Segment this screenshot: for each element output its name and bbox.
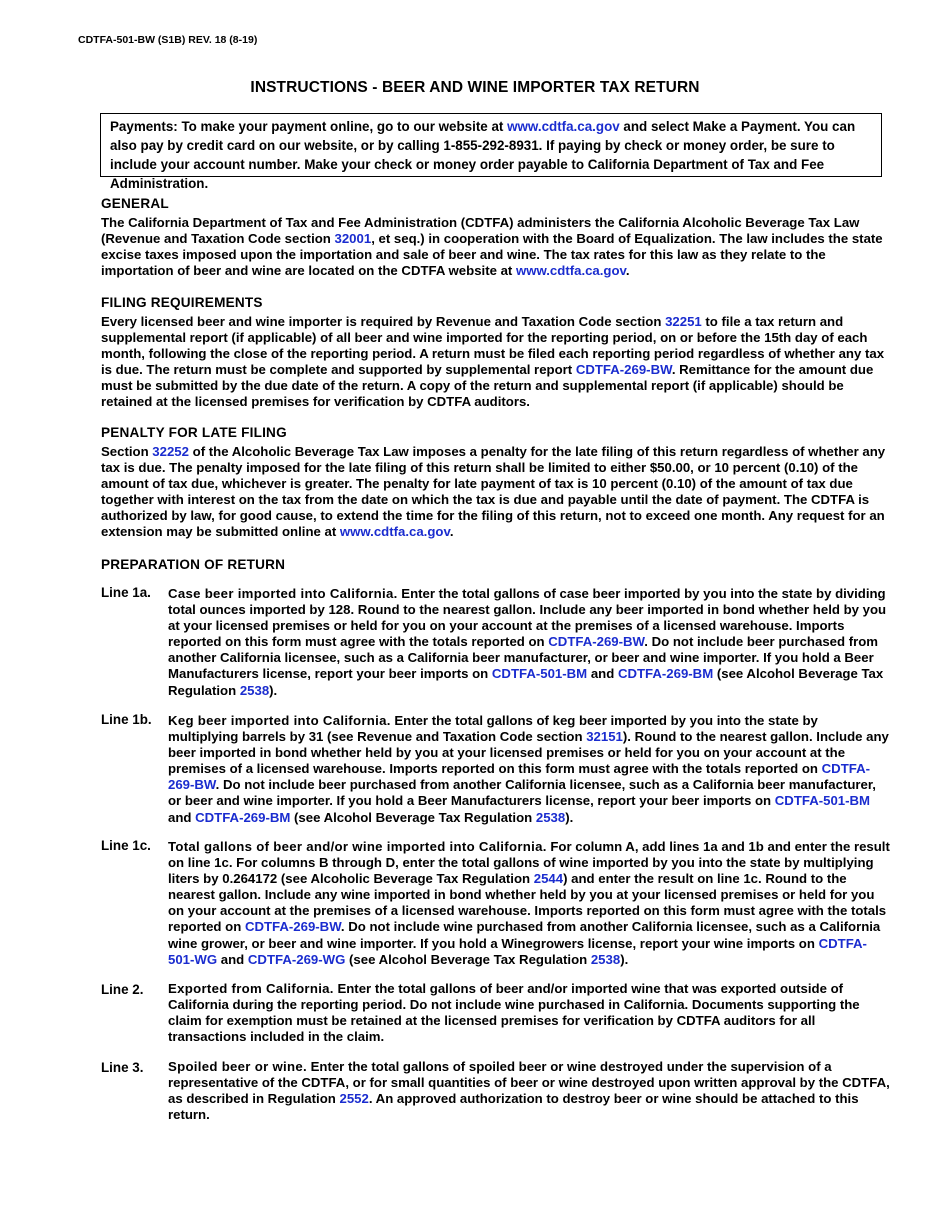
section-32151-link[interactable]: 32151 (586, 729, 623, 745)
form-id: CDTFA-501-BW (S1B) REV. 18 (8-19) (78, 34, 258, 46)
website-link[interactable]: www.cdtfa.ca.gov (339, 524, 450, 540)
line-label: Line 3. (101, 1060, 144, 1075)
preparation-section (101, 557, 896, 576)
cdtfa-501-wg-link[interactable]: CDTFA-501-WG (168, 935, 867, 967)
website-link[interactable]: www.cdtfa.ca.gov (515, 263, 626, 279)
preparation-heading: PREPARATION OF RETURN (101, 557, 286, 572)
line-text: Total gallons of beer and/or wine imported into California. For column A, add lines 1a and 1b and enter the result on line 1c. For columns B through D, enter the total gallons of wine imported by you into the state by multiplying liters by 0.264172 (see Alcoholic Beverage Tax Regulation 2544) and enter the result on line 1c. Round to the nearest gallon. Include any wine imported in bond whether held by you at your licensed premises or held for you on your account at the premises of a licensed warehouse. Imports reported on this form must agree with the totals reported on CDTFA-269-BW. Do not include wine purchased from another California licensee, such as a California wine grower, or beer and wine importer. If you hold a Winegrowers license, report your wine imports on CDTFA-501-WG and CDTFA-269-WG (see Alcohol Beverage Tax Regulation 2538). (168, 839, 890, 967)
line-text: Exported from California. Enter the total gallons of beer and/or imported wine that was exported outside of California during the reporting period. Do not include wine purchased in California. Documents supporting the claim for exemption must be retained at the licensed premises for verification by CDTFA auditors for all transactions included in the claim. (168, 981, 860, 1045)
cdtfa-501-bm-link[interactable]: CDTFA-501-BM (491, 666, 588, 682)
cdtfa-269-bw-link[interactable]: CDTFA-269-BW (575, 362, 672, 378)
penalty-heading: PENALTY FOR LATE FILING (101, 425, 287, 440)
line-text: Case beer imported into California. Enter the total gallons of case beer imported by you into the state by dividing total ounces imported by 128. Round to the nearest gallon. Include any beer imported in bond whether held by you at your licensed premises or held for you on your account at the premises of a licensed warehouse. Imports reported on this form must agree with the totals reported on CDTFA-269-BW. Do not include beer purchased from another California licensee, such as a California beer manufacturer, or beer and wine importer. If you hold a Beer Manufacturers license, report your beer imports on CDTFA-501-BM and CDTFA-269-BM (see Alcohol Beverage Tax Regulation 2538). (168, 586, 887, 698)
line-text: Keg beer imported into California. Enter the total gallons of keg beer imported by you into the state by multiplying barrels by 31 (see Revenue and Taxation Code section 32151). Round to the nearest gallon. Include any beer imported in bond whether held by you at your licensed premises or held for you on your account at the premises of a licensed warehouse. Imports reported on this form must agree with the totals reported on CDTFA-269-BW. Do not include beer purchased from another California licensee, such as a California beer manufacturer, or beer and wine importer. If you hold a Beer Manufacturers license, report your beer imports on CDTFA-501-BM and CDTFA-269-BM (see Alcohol Beverage Tax Regulation 2538). (168, 713, 889, 825)
regulation-2538-link[interactable]: 2538 (590, 951, 621, 967)
cdtfa-269-bw-link[interactable]: CDTFA-269-BW (168, 761, 871, 793)
filing-paragraph: Every licensed beer and wine importer is required by Revenue and Taxation Code section 32251 to file a tax return and supplemental report (if applicable) of all beer and wine imported for the reporting period, on or before the 15th day of each month, following the close of the reporting period. A return must be filed each reporting period regardless of whether any tax is due. The return must be complete and supported by supplemental report CDTFA-269-BW. Remittance for the amount due must be submitted by the due date of the return. A copy of the return and supplemental report (if applicable) should be retained at the licensed premises for verification by CDTFA auditors. (101, 314, 885, 410)
general-paragraph: The California Department of Tax and Fee Administration (CDTFA) administers the California Alcoholic Beverage Tax Law (Revenue and Taxation Code section 32001, et seq.) in cooperation with the Board of Equalization. The law includes the state excise taxes imposed upon the importation and sale of beer and wine. The tax rates for this law as they relate to the importation of beer and wine are located on the CDTFA website at www.cdtfa.ca.gov. (101, 215, 883, 279)
cdtfa-269-bw-link[interactable]: CDTFA-269-BW (244, 919, 341, 935)
cdtfa-501-bm-link[interactable]: CDTFA-501-BM (774, 793, 871, 809)
website-link[interactable]: www.cdtfa.ca.gov (507, 119, 620, 134)
section-32251-link[interactable]: 32251 (665, 314, 702, 329)
regulation-2552-link[interactable]: 2552 (339, 1091, 369, 1107)
general-heading: GENERAL (101, 196, 169, 211)
line-label: Line 1b. (101, 712, 152, 727)
filing-heading: FILING REQUIREMENTS (101, 295, 263, 310)
regulation-2544-link[interactable]: 2544 (533, 871, 564, 887)
cdtfa-269-bm-link[interactable]: CDTFA-269-BM (195, 809, 291, 825)
line-text: Spoiled beer or wine. Enter the total gallons of spoiled beer or wine destroyed under the supervision of a representative of the CDTFA, or for small quantities of beer or wine destroyed upon written approval by the CDTFA, as described in Regulation 2552. An approved authorization to destroy beer or wine should be attached to this return. (168, 1059, 890, 1123)
line-label: Line 1c. (101, 838, 151, 853)
filing-section (101, 295, 896, 411)
regulation-2538-link[interactable]: 2538 (535, 809, 566, 825)
payments-notice: Payments: To make your payment online, go to our website at www.cdtfa.ca.gov and select Make a Payment. You can also pay by credit card on our website, or by calling 1-855-292-8931. If paying by check or money order, be sure to include your account number. Make your check or money order payable to California Department of Tax and Fee Administration. (100, 113, 882, 177)
section-32252-link[interactable]: 32252 (152, 444, 189, 459)
cdtfa-269-wg-link[interactable]: CDTFA-269-WG (247, 951, 346, 967)
penalty-paragraph: Section 32252 of the Alcoholic Beverage Tax Law imposes a penalty for the late filing of this return regardless of whether any tax is due. The penalty imposed for the late filing of this return shall be limited to either $50.00, or 10 percent (0.10) of the amount of tax due, whichever is greater. The penalty for late payment of tax is 10 percent (0.10) of the amount of tax due together with interest on the tax from the date on which the tax is due and payable until the date of payment. The CDTFA is authorized by law, for good cause, to extend the time for the filing of this return, not to exceed one month. Any request for an extension may be submitted online at www.cdtfa.ca.gov. (101, 444, 886, 540)
cdtfa-269-bm-link[interactable]: CDTFA-269-BM (617, 666, 714, 682)
payments-label: Payments: (110, 119, 178, 134)
section-32001-link[interactable]: 32001 (334, 231, 372, 247)
penalty-section (101, 425, 896, 541)
general-section (101, 196, 896, 279)
regulation-2538-link[interactable]: 2538 (239, 682, 270, 698)
line-label: Line 2. (101, 982, 144, 997)
page-title: INSTRUCTIONS - BEER AND WINE IMPORTER TAX RETURN (250, 79, 700, 96)
cdtfa-269-bw-link[interactable]: CDTFA-269-BW (548, 634, 645, 650)
line-label: Line 1a. (101, 585, 151, 600)
